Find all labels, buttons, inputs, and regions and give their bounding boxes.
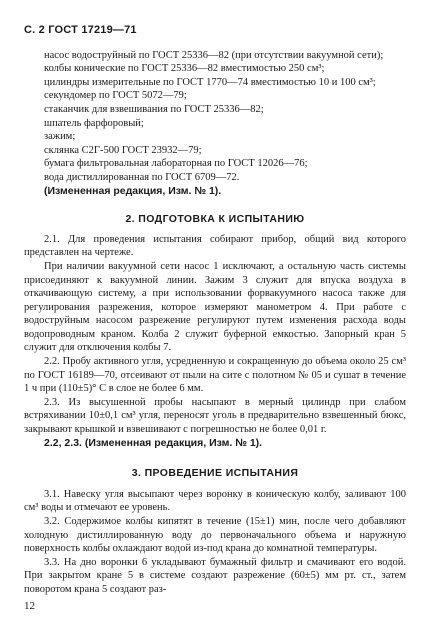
list-item: колбы конические по ГОСТ 25336—82 вместимостью 250 см³; (44, 63, 325, 75)
paragraph: 2.3. Из высушенной пробы насыпают в мерный цилиндр при слабом встряхивании 10±0,1 см³ угля, переносят уголь в предварительно взвешенный бюкс, закрывают крышкой и взвешивают с погрешностью не более 0,01 г. (24, 396, 406, 436)
paragraph: 3.3. На дно воронки 6 укладывают бумажный фильтр и смачивают его водой. При закрытом кране 5 в системе создают разрежение (60±5) мм рт. ст., затем поворотом крана 5 создают раз- (24, 556, 406, 595)
list-item: цилиндры измерительные по ГОСТ 1770—74 вместимостью 10 и 100 см³; (44, 76, 376, 88)
list-item: зажим; (44, 131, 76, 143)
page-number: 12 (24, 600, 35, 612)
paragraph: 3.2. Содержимое колбы кипятят в течение (15±1) мин, после чего добавляют холодную дистиллированную воду до первоначального объема и наружную поверхность колбы охлаждают водой из-под крана до комнатной температуры. (24, 516, 406, 555)
list-item: стаканчик для взвешивания по ГОСТ 25336—82; (44, 103, 264, 115)
list-item: насос водоструйный по ГОСТ 25336—82 (при отсутствии вакуумной сети); (44, 49, 384, 61)
equipment-list (24, 49, 406, 199)
paragraph: 2.2. Пробу активного угля, усредненную и сокращенную до объема около 25 см³ по ГОСТ 16189—70, отсеивают от пыли на сите с полотном № 05 и сушат в течение 1 ч при (110±5)° С в слое не более 6 мм. (24, 356, 406, 395)
section-heading: 2. ПОДГОТОВКА К ИСПЫТАНИЮ (125, 213, 305, 226)
list-item: вода дистиллированная по ГОСТ 6709—72. (44, 171, 240, 183)
paragraph: При наличии вакуумной сети насос 1 исключают, а остальную часть системы присоединяют к вакуумной линии. Зажим 3 служит для впуска воздуха в откачивающую систему, а при использовании форвакуумного насоса также для регулирования разрежения, которое измеряют манометром 4. При работе с водоструйным насосом разрежение регулируют путем изменения расхода воды водопроводным краном. Колба 2 служит буферной емкостью. Запорный кран 5 служит для отключения колбы 7. (24, 260, 406, 354)
amendment-note: (Измененная редакция, Изм. № 1). (44, 184, 222, 197)
list-item: бумага фильтровальная лабораторная по ГОСТ 12026—76; (44, 158, 308, 170)
list-item: шпатель фарфоровый; (44, 117, 144, 129)
amendment-note: 2.2, 2.3. (Измененная редакция, Изм. № 1). (44, 436, 263, 449)
list-item: секундомер по ГОСТ 5072—79; (44, 90, 187, 102)
section-heading: 3. ПРОВЕДЕНИЕ ИСПЫТАНИЯ (131, 467, 299, 480)
page-header: С. 2 ГОСТ 17219—71 (24, 24, 137, 36)
paragraph: 3.1. Навеску угля высыпают через воронку в коническую колбу, заливают 100 см³ воды и отмечают ее уровень. (24, 488, 406, 514)
list-item: склянка С2Г-500 ГОСТ 23932—79; (44, 144, 202, 156)
paragraph: 2.1. Для проведения испытания собирают прибор, общий вид которого представлен на чертеже. (24, 233, 406, 259)
